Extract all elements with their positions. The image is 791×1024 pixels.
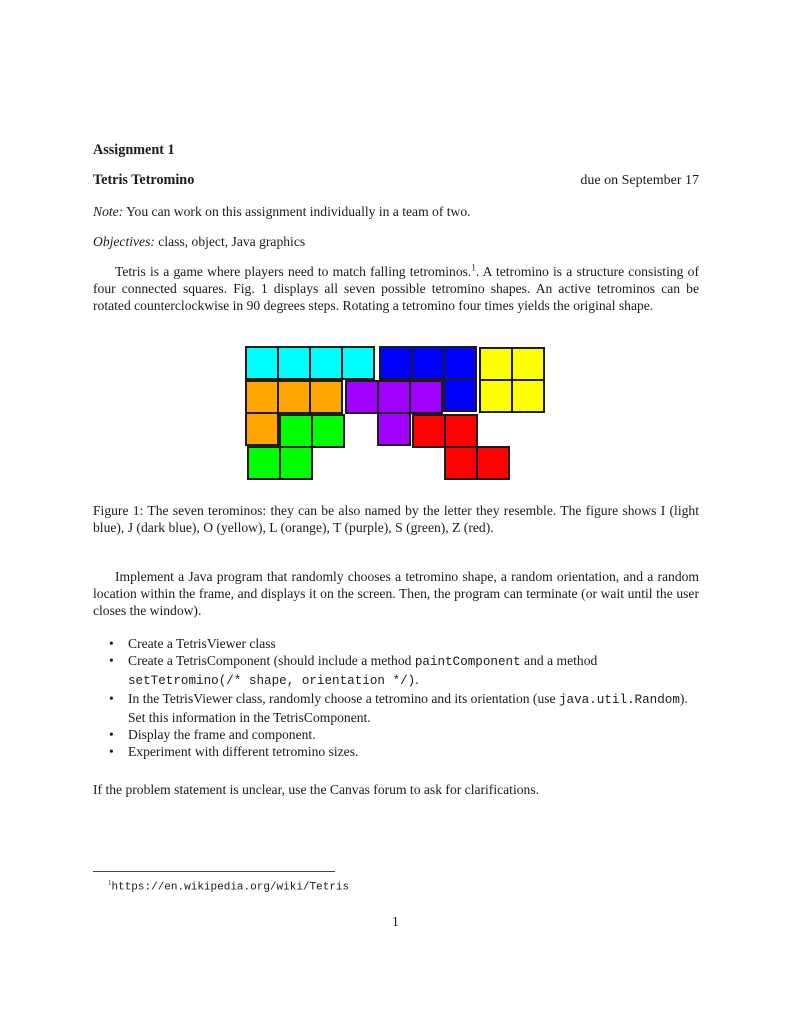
list-item: • In the TetrisViewer class, randomly choose a tetromino and its orientation (use java.util.Random). Set this information in the TetrisComponent. — [109, 691, 688, 725]
tetromino-cell — [479, 379, 513, 413]
list-item: • Experiment with different tetromino sizes. — [109, 744, 359, 759]
tetromino-cell — [309, 346, 343, 380]
code-paintComponent: paintComponent — [414, 655, 521, 669]
note-label: Note: — [93, 204, 124, 219]
tetromino-cell — [247, 446, 281, 480]
tetromino-cell — [379, 346, 413, 380]
tetromino-cell — [245, 346, 279, 380]
assignment-title: Tetris Tetromino — [93, 172, 195, 188]
tetromino-cell — [444, 414, 478, 448]
tetromino-cell — [279, 414, 313, 448]
tetromino-cell — [377, 380, 411, 414]
tetromino-cell — [411, 346, 445, 380]
objectives-line — [93, 233, 699, 250]
intro-paragraph: Tetris is a game where players need to match falling tetrominos.$^1$. A tetromino is a structure consisting of four connected squares. Fig. 1 displays all seven possible tetromino shapes. An active tetrominos can be rotated counterclockwise in 90 degrees steps. Rotating a tetromino four times yields the original shape. — [93, 262, 699, 313]
closing-paragraph: If the problem statement is unclear, use the Canvas forum to ask for clarifications. — [93, 782, 540, 797]
tetromino-cell — [476, 446, 510, 480]
tetromino-cell — [245, 380, 279, 414]
tetromino-cell — [341, 346, 375, 380]
due-date: due on September 17 — [580, 173, 699, 188]
tetromino-cell — [377, 412, 411, 446]
bullet-icon: • — [109, 691, 114, 706]
tetromino-cell — [279, 446, 313, 480]
code-setTetromino: setTetromino(/* shape, orientation */) — [128, 674, 416, 688]
objectives-text: class, object, Java graphics — [154, 234, 306, 249]
tetromino-cell — [309, 380, 343, 414]
tetromino-cell — [443, 378, 477, 412]
footnote-mark: 1 — [108, 879, 112, 887]
tetromino-cell — [511, 379, 545, 413]
footnote-ref[interactable]: 1 — [471, 262, 476, 273]
figure-caption: Figure 1: The seven terominos: they can be also named by the letter they resemble. The figure shows I (light blue), J (dark blue), O (yellow), L (orange), T (purple), S (green), Z (red). — [93, 503, 699, 535]
bullet-icon: • — [109, 636, 114, 651]
tetromino-cell — [345, 380, 379, 414]
note-text: You can work on this assignment individually in a team of two. — [123, 204, 471, 219]
tetromino-cell — [245, 412, 279, 446]
tetromino-cell — [277, 380, 311, 414]
page-number: 1 — [392, 914, 399, 929]
bullet-icon: • — [109, 727, 114, 742]
footnote-link[interactable]: https://en.wikipedia.org/wiki/Tetris — [111, 881, 350, 894]
objectives-label: Objectives: — [93, 234, 155, 249]
task-paragraph: Implement a Java program that randomly chooses a tetromino shape, a random orientation, and a random location within the frame, and displays it on the screen. Then, the program can terminate (or wait until the user closes the window). — [93, 569, 699, 618]
tetromino-cell — [479, 347, 513, 381]
bullet-icon: • — [109, 653, 114, 668]
footnote-rule — [93, 871, 335, 872]
tetromino-cell — [277, 346, 311, 380]
assignment-heading: Assignment 1 — [93, 142, 175, 158]
code-java-util-random: java.util.Random — [558, 693, 680, 707]
tetromino-cell — [409, 380, 443, 414]
bullet-icon: • — [109, 744, 114, 759]
tetromino-cell — [311, 414, 345, 448]
list-item: • Create a TetrisViewer class — [109, 636, 276, 651]
list-item: • Create a TetrisComponent (should include a method paintComponent and a method setTetromino(/* shape, orientation */). — [109, 653, 598, 688]
requirements-list — [93, 635, 708, 760]
tetromino-cell — [511, 347, 545, 381]
tetromino-cell — [412, 414, 446, 448]
list-item: • Display the frame and component. — [109, 727, 316, 742]
tetromino-cell — [443, 346, 477, 380]
tetromino-cell — [444, 446, 478, 480]
footnote — [108, 876, 349, 895]
note-line — [93, 203, 699, 220]
